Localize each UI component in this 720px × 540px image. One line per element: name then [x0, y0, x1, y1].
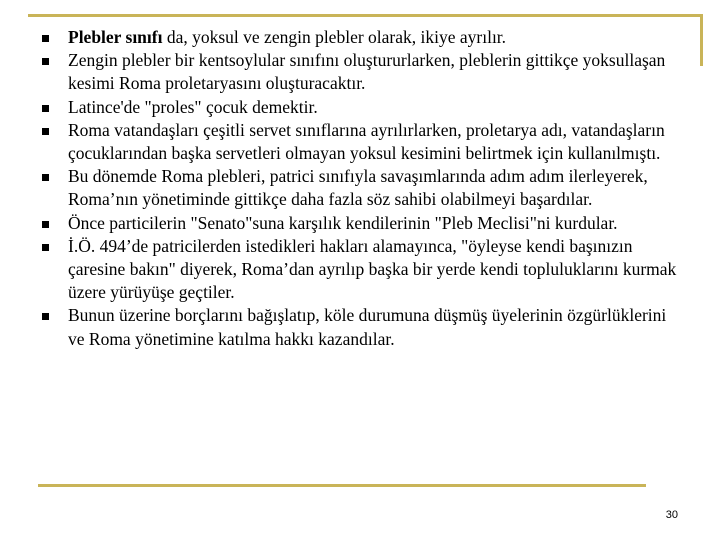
item-text: da, yoksul ve zengin plebler olarak, ikiye ayrılır. — [162, 27, 507, 47]
item-text: Roma vatandaşları çeşitli servet sınıflarına ayrılırlarken, proletarya adı, vatandaşların çocuklarından başka servetleri olmayan yoksul kesimini belirtmek için kullanılmıştı. — [68, 119, 665, 164]
item-text: İ.Ö. 494’de patricilerden istedikleri hakları alamayınca, "öyleyse kendi başınızın çaresine bakın" diyerek, Roma’dan ayrılıp başka bir yerde kendi topluluklarını kurmak üzere yürüyüşe geçtiler. — [68, 235, 677, 303]
square-bullet-icon — [42, 128, 49, 135]
square-bullet-icon — [42, 35, 49, 42]
item-text: Önce particilerin "Senato"suna karşılık kendilerinin "Pleb Meclisi"ni kurdular. — [68, 212, 618, 233]
right-border-line — [700, 14, 703, 66]
list-item — [38, 235, 678, 305]
square-bullet-icon — [42, 313, 49, 320]
item-text: Bu dönemde Roma plebleri, patrici sınıfıyla savaşımlarında adım adım ilerleyerek, Roma’nın yönetiminde gittikçe daha fazla söz sahibi olabilmeyi başardılar. — [68, 166, 648, 210]
list-item — [38, 119, 678, 165]
item-text: Bunun üzerine borçlarını bağışlatıp, köle durumuna düşmüş üyelerinin özgürlüklerini ve Roma yönetimine katılma hakkı kazandılar. — [68, 305, 667, 349]
square-bullet-icon — [42, 244, 49, 251]
item-lead: Plebler sınıfı — [68, 27, 163, 47]
square-bullet-icon — [42, 105, 49, 112]
list-item — [38, 165, 678, 211]
square-bullet-icon — [42, 174, 49, 181]
top-border-line — [28, 14, 703, 17]
item-text: Latince'de "proles" çocuk demektir. — [68, 96, 318, 117]
item-text: Zengin plebler bir kentsoylular sınıfını oluştururlarken, pleblerin gittikçe yoksullaşan kesimi Roma proletaryasını oluşturacaktır. — [68, 50, 666, 94]
list-item — [38, 96, 678, 119]
square-bullet-icon — [42, 221, 49, 228]
square-bullet-icon — [42, 58, 49, 65]
list-item — [38, 26, 678, 49]
page-number: 30 — [665, 509, 678, 521]
bottom-border-line — [38, 484, 646, 487]
list-item — [38, 212, 678, 235]
list-item — [38, 49, 678, 95]
list-item — [38, 304, 678, 350]
bullet-list — [38, 26, 678, 351]
